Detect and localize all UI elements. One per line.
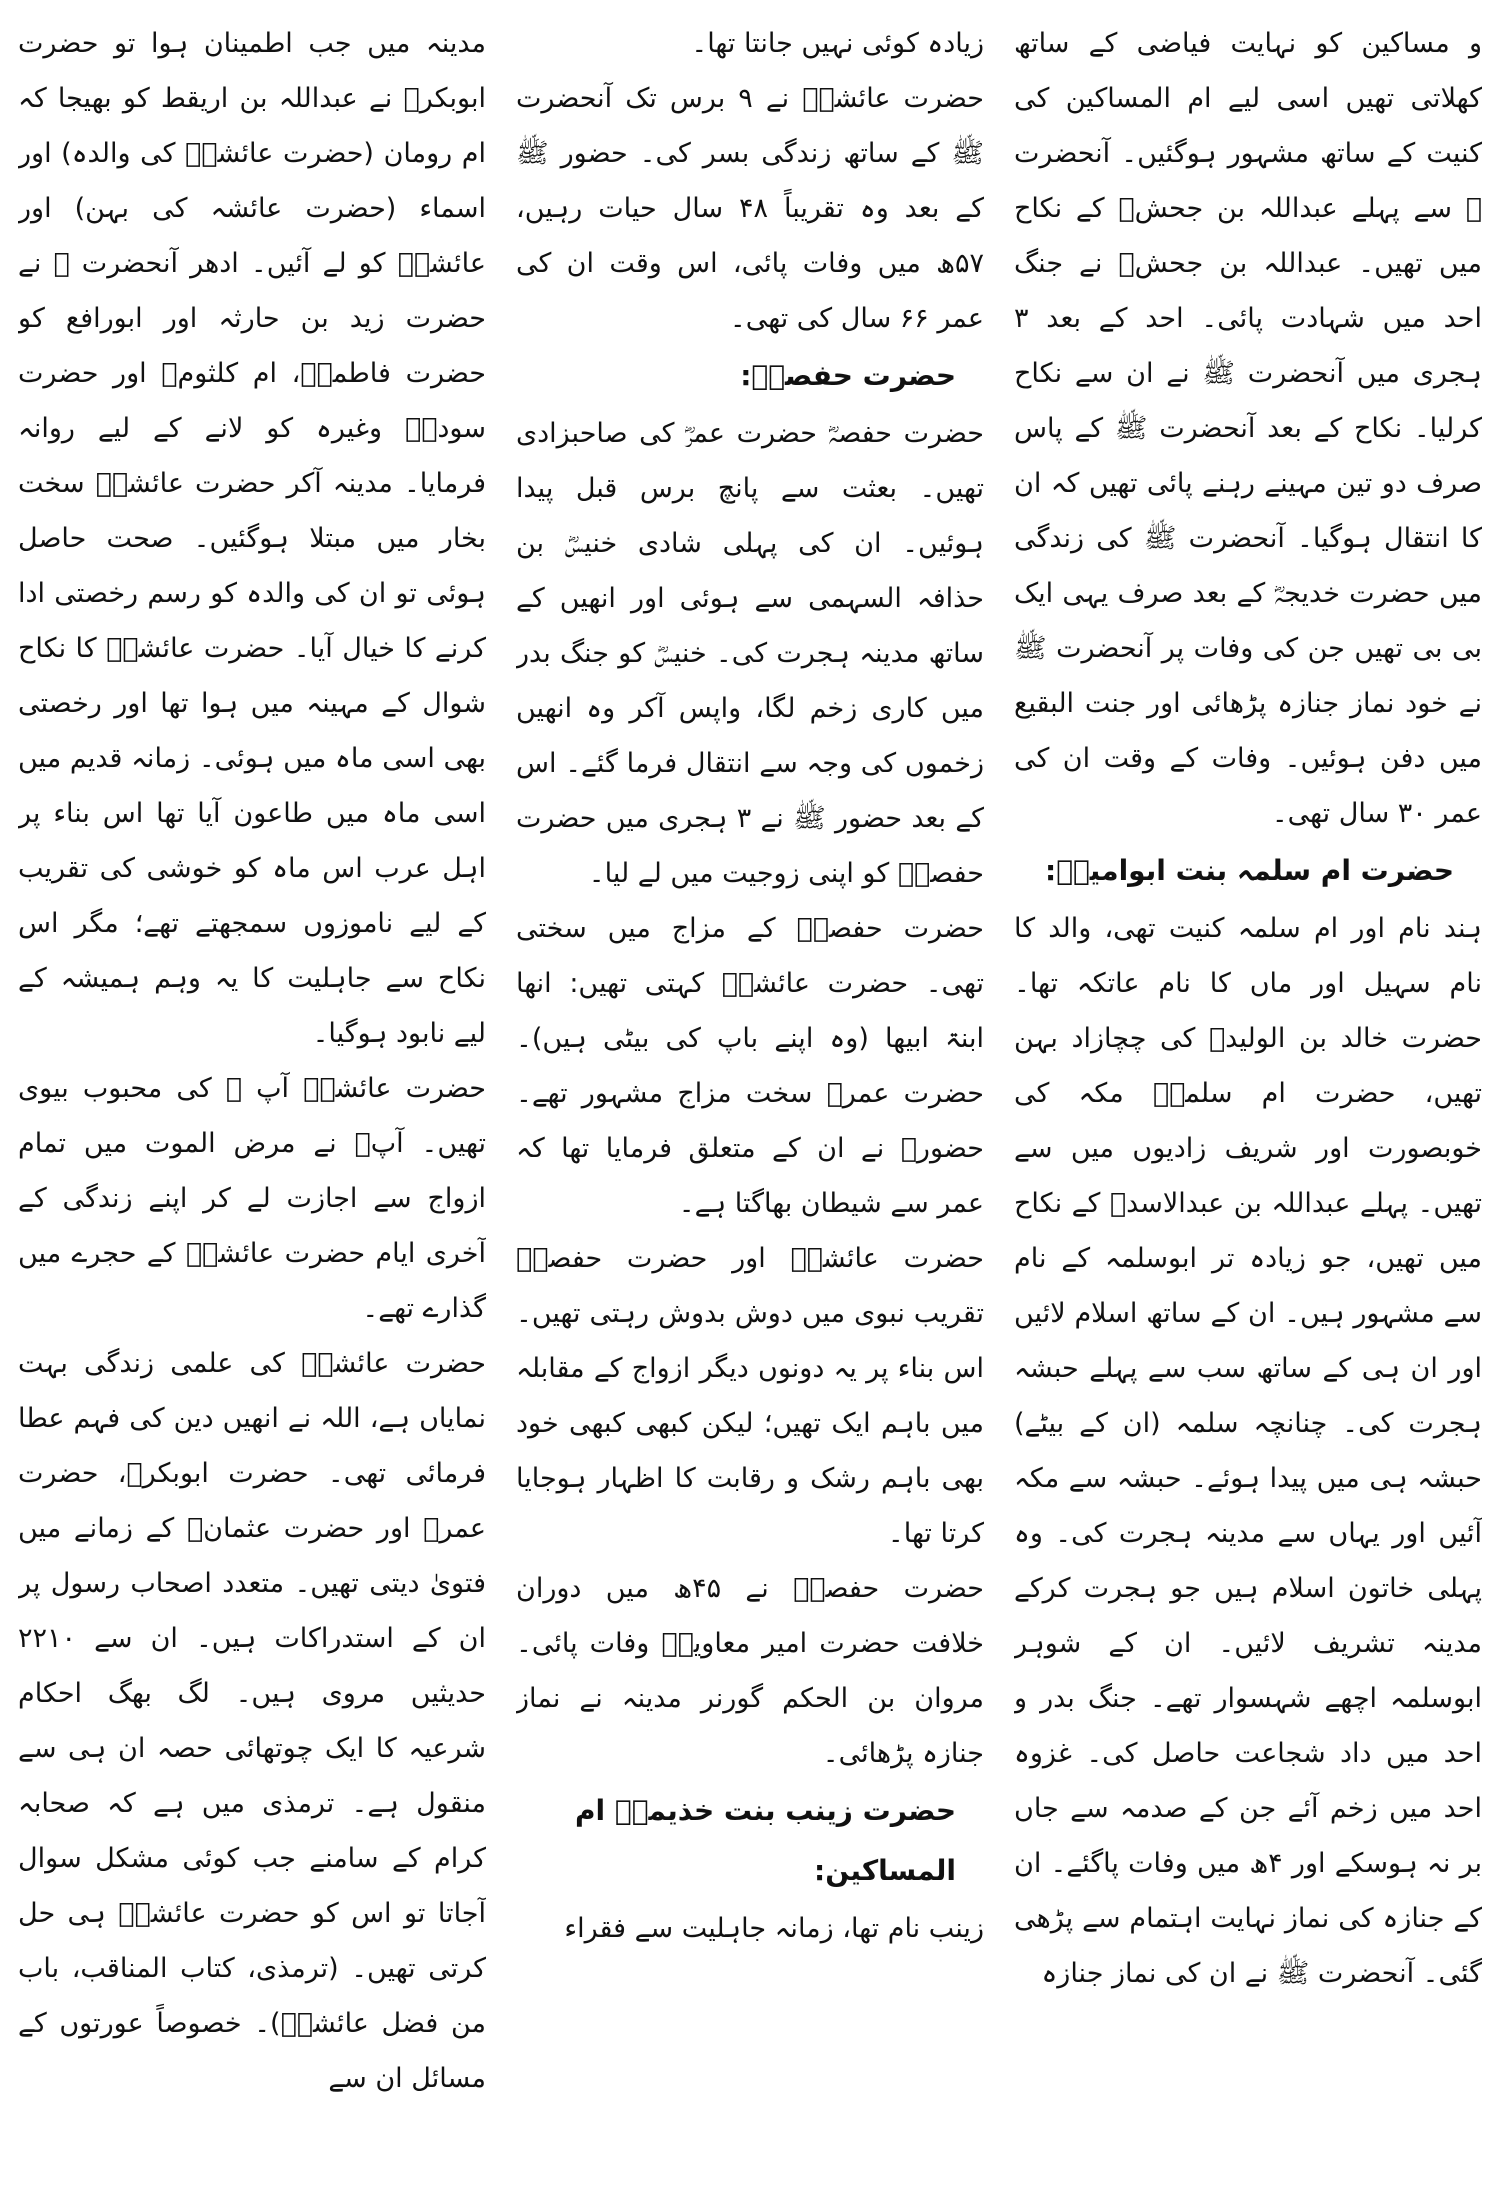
paragraph: زیادہ کوئی نہیں جانتا تھا۔ [691, 28, 984, 59]
section-heading: حضرت ام سلمہ بنت ابوامیہؓ: [1045, 854, 1454, 887]
paragraph: حضرت حفصہؓ کے مزاج میں سختی تھی۔ حضرت عائشہؓ کہتی تھیں: انھا ابنۃ ابیھا (وہ اپنے باپ کی بیٹی ہیں)۔ حضرت عمرؓ سخت مزاج مشہور تھے۔ حضورؐ نے ان کے متعلق فرمایا تھا کہ عمر سے شیطان بھاگتا ہے۔ [516, 913, 984, 1219]
paragraph: حضرت عائشہؓ نے ۹ برس تک آنحضرت ﷺ کے ساتھ زندگی بسر کی۔ حضور ﷺ کے بعد وہ تقریباً ۴۸ سال حیات رہیں، ۵۷ھ میں وفات پائی، اس وقت ان کی عمر ۶۶ سال کی تھی۔ [516, 83, 984, 334]
paragraph: حضرت عائشہؓ کی علمی زندگی بہت نمایاں ہے، اللہ نے انھیں دین کی فہم عطا فرمائی تھی۔ حضرت ابوبکرؓ، حضرت عمرؓ اور حضرت عثمانؓ کے زمانے میں فتویٰ دیتی تھیں۔ متعدد اصحاب رسول پر ان کے استدراکات ہیں۔ ان سے ۲۲۱۰ حدیثیں مروی ہیں۔ لگ بھگ احکام شرعیہ کا ایک چوتھائی حصہ ان ہی سے منقول ہے۔ ترمذی میں ہے کہ صحابہ کرام کے سامنے جب کوئی مشکل سوال آجاتا تو اس کو حضرت عائشہؓ ہی حل کرتی تھیں۔ (ترمذی، کتاب المناقب، باب من فضل عائشہؓ)۔ خصوصاً عورتوں کے مسائل ان سے [18, 1348, 486, 2094]
paragraph: حضرت حفصہؓ حضرت عمرؓ کی صاحبزادی تھیں۔ بعثت سے پانچ برس قبل پیدا ہوئیں۔ ان کی پہلی شادی خنیسؓ بن حذافہ السہمی سے ہوئی اور انھیں کے ساتھ مدینہ ہجرت کی۔ خنیسؓ کو جنگ بدر میں کاری زخم لگا، واپس آکر وہ انھیں زخموں کی وجہ سے انتقال فرما گئے۔ اس کے بعد حضور ﷺ نے ۳ ہجری میں حضرت حفصہؓ کو اپنی زوجیت میں لے لیا۔ [516, 418, 984, 889]
paragraph: ہند نام اور ام سلمہ کنیت تھی، والد کا نام سہیل اور ماں کا نام عاتکہ تھا۔ حضرت خالد بن الولیدؓ کی چچازاد بہن تھیں، حضرت ام سلمہؓ مکہ کی خوبصورت اور شریف زادیوں میں سے تھیں۔ پہلے عبداللہ بن عبدالاسدؓ کے نکاح میں تھیں، جو زیادہ تر ابوسلمہ کے نام سے مشہور ہیں۔ ان کے ساتھ اسلام لائیں اور ان ہی کے ساتھ سب سے پہلے حبشہ ہجرت کی۔ چنانچہ سلمہ (ان کے بیٹے) حبشہ ہی میں پیدا ہوئے۔ حبشہ سے مکہ آئیں اور یہاں سے مدینہ ہجرت کی۔ وہ پہلی خاتون اسلام ہیں جو ہجرت کرکے مدینہ تشریف لائیں۔ ان کے شوہر ابوسلمہ اچھے شہسوار تھے۔ جنگ بدر و احد میں داد شجاعت حاصل کی۔ غزوہ احد میں زخم آئے جن کے صدمہ سے جاں بر نہ ہوسکے اور ۴ھ میں وفات پاگئے۔ ان کے جنازہ کی نماز نہایت اہتمام سے پڑھی گئی۔ آنحضرت ﷺ نے ان کی نماز جنازہ [1014, 913, 1482, 1989]
paragraph: حضرت عائشہؓ آپ ﷺ کی محبوب بیوی تھیں۔ آپؐ نے مرض الموت میں تمام ازواج سے اجازت لے کر اپنے زندگی کے آخری ایام حضرت عائشہؓ کے حجرے میں گذارے تھے۔ [18, 1073, 486, 1324]
paragraph: حضرت عائشہؓ اور حضرت حفصہؓ تقریب نبوی میں دوش بدوش رہتی تھیں۔ اس بناء پر یہ دونوں دیگر ازواج کے مقابلہ میں باہم ایک تھیں؛ لیکن کبھی کبھی خود بھی باہم رشک و رقابت کا اظہار ہوجایا کرتا تھا۔ [516, 1243, 984, 1549]
text-column-middle [516, 16, 984, 2200]
paragraph: حضرت حفصہؓ نے ۴۵ھ میں دوران خلافت حضرت امیر معاویہؓ وفات پائی۔ مروان بن الحکم گورنر مدینہ نے نماز جنازہ پڑھائی۔ [516, 1573, 984, 1769]
section-heading: حضرت حفصہؓ: [740, 359, 956, 392]
text-column-left [1014, 16, 1482, 2200]
paragraph: و مساکین کو نہایت فیاضی کے ساتھ کھلاتی تھیں اسی لیے ام المساکین کی کنیت کے ساتھ مشہور ہوگئیں۔ آنحضرت ﷺ سے پہلے عبداللہ بن جحشؓ کے نکاح میں تھیں۔ عبداللہ بن جحشؓ نے جنگ احد میں شہادت پائی۔ احد کے بعد ۳ ہجری میں آنحضرت ﷺ نے ان سے نکاح کرلیا۔ نکاح کے بعد آنحضرت ﷺ کے پاس صرف دو تین مہینے رہنے پائی تھیں کہ ان کا انتقال ہوگیا۔ آنحضرت ﷺ کی زندگی میں حضرت خدیجہؓ کے بعد صرف یہی ایک بی بی تھیں جن کی وفات پر آنحضرت ﷺ نے خود نماز جنازہ پڑھائی اور جنت البقیع میں دفن ہوئیں۔ وفات کے وقت ان کی عمر ۳۰ سال تھی۔ [1014, 28, 1482, 829]
section-heading: حضرت زینب بنت خذیمہؓ ام المساکین: [575, 1794, 956, 1887]
paragraph: زینب نام تھا، زمانہ جاہلیت سے فقراء [564, 1913, 984, 1944]
text-column-right [18, 16, 486, 2200]
paragraph: مدینہ میں جب اطمینان ہوا تو حضرت ابوبکرؓ نے عبداللہ بن اریقط کو بھیجا کہ ام رومان (حضرت عائشہؓ کی والدہ) اور اسماء (حضرت عائشہ کی بہن) اور عائشہؓ کو لے آئیں۔ ادھر آنحضرت ﷺ نے حضرت زید بن حارثہ اور ابورافع کو حضرت فاطمہؓ، ام کلثومؓ اور حضرت سودہؓ وغیرہ کو لانے کے لیے روانہ فرمایا۔ مدینہ آکر حضرت عائشہؓ سخت بخار میں مبتلا ہوگئیں۔ صحت حاصل ہوئی تو ان کی والدہ کو رسم رخصتی ادا کرنے کا خیال آیا۔ حضرت عائشہؓ کا نکاح شوال کے مہینہ میں ہوا تھا اور رخصتی بھی اسی ماہ میں ہوئی۔ زمانہ قدیم میں اسی ماہ میں طاعون آیا تھا اس بناء پر اہل عرب اس ماہ کو خوشی کی تقریب کے لیے ناموزوں سمجھتے تھے؛ مگر اس نکاح سے جاہلیت کا یہ وہم ہمیشہ کے لیے نابود ہوگیا۔ [18, 28, 486, 1049]
